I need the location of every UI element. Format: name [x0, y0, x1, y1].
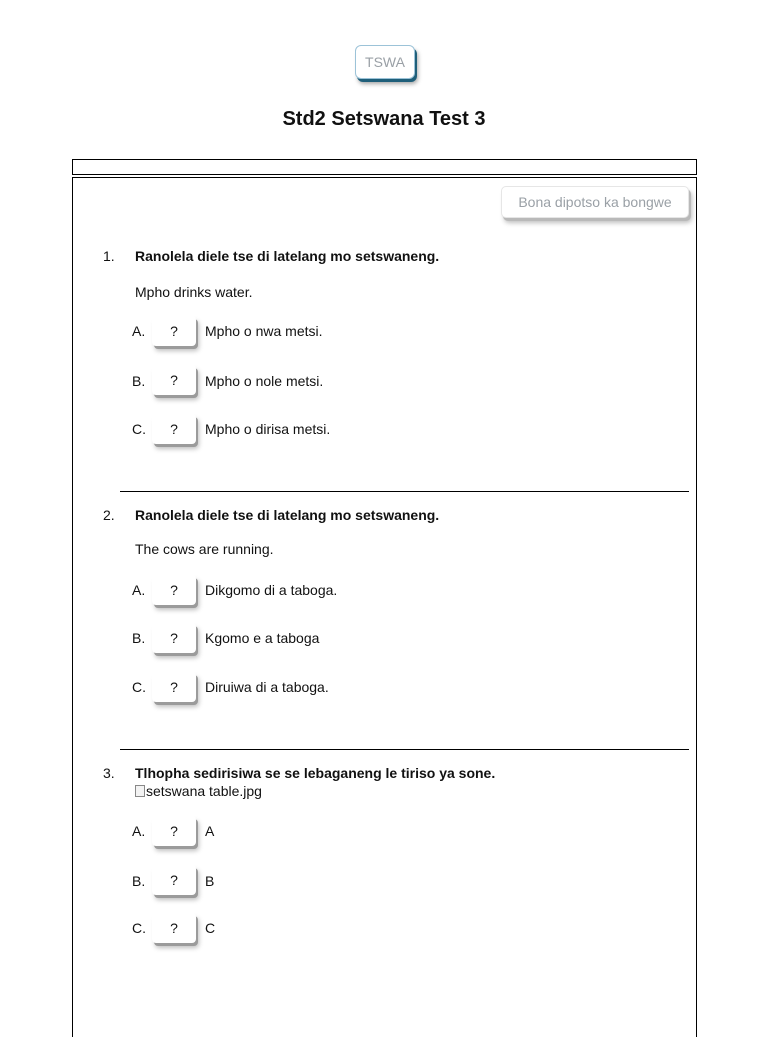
option-letter: A.	[132, 823, 146, 839]
show-questions-button[interactable]: Bona dipotso ka bongwe	[501, 186, 689, 218]
answer-button[interactable]: ?	[152, 575, 196, 605]
question-prompt: Ranolela diele tse di latelang mo setswaneng.	[135, 248, 440, 264]
answer-button[interactable]: ?	[152, 316, 196, 346]
option-letter: A.	[132, 323, 146, 339]
option-letter: C.	[132, 679, 146, 695]
top-bar	[72, 159, 697, 175]
option-text: B	[205, 873, 215, 889]
answer-button[interactable]: ?	[152, 865, 196, 895]
test-container	[72, 177, 697, 1037]
question-divider	[120, 749, 689, 750]
answer-button[interactable]: ?	[152, 913, 196, 943]
option-text: Mpho o nwa metsi.	[205, 323, 323, 339]
question-sentence: Mpho drinks water.	[135, 284, 253, 300]
question-number: 2.	[103, 507, 115, 523]
option-letter: B.	[132, 873, 146, 889]
option-text: Dikgomo di a taboga.	[205, 582, 338, 598]
option-text: Mpho o dirisa metsi.	[205, 421, 331, 437]
answer-button[interactable]: ?	[152, 365, 196, 395]
option-text: Diruiwa di a taboga.	[205, 679, 329, 695]
option-letter: B.	[132, 373, 146, 389]
question-divider	[120, 491, 689, 492]
question-number: 3.	[103, 765, 115, 781]
option-letter: C.	[132, 920, 146, 936]
answer-button[interactable]: ?	[152, 816, 196, 846]
option-text: Kgomo e a taboga	[205, 630, 320, 646]
option-letter: C.	[132, 421, 146, 437]
option-text: C	[205, 920, 216, 936]
language-button[interactable]: TSWA	[355, 45, 415, 79]
answer-button[interactable]: ?	[152, 414, 196, 444]
question-number: 1.	[103, 248, 115, 264]
option-letter: A.	[132, 582, 146, 598]
question-sentence: The cows are running.	[135, 541, 274, 557]
question-prompt: Ranolela diele tse di latelang mo setswaneng.	[135, 507, 440, 523]
option-text: Mpho o nole metsi.	[205, 373, 324, 389]
answer-button[interactable]: ?	[152, 623, 196, 653]
page-title: Std2 Setswana Test 3	[282, 108, 486, 130]
question-prompt: Tlhopha sedirisiwa se se lebaganeng le tiriso ya sone.	[135, 765, 496, 781]
broken-image	[135, 783, 262, 799]
answer-button[interactable]: ?	[152, 672, 196, 702]
image-alt-text: setswana table.jpg	[146, 783, 262, 799]
option-text: A	[205, 823, 215, 839]
broken-image-icon	[135, 785, 145, 797]
option-letter: B.	[132, 630, 146, 646]
